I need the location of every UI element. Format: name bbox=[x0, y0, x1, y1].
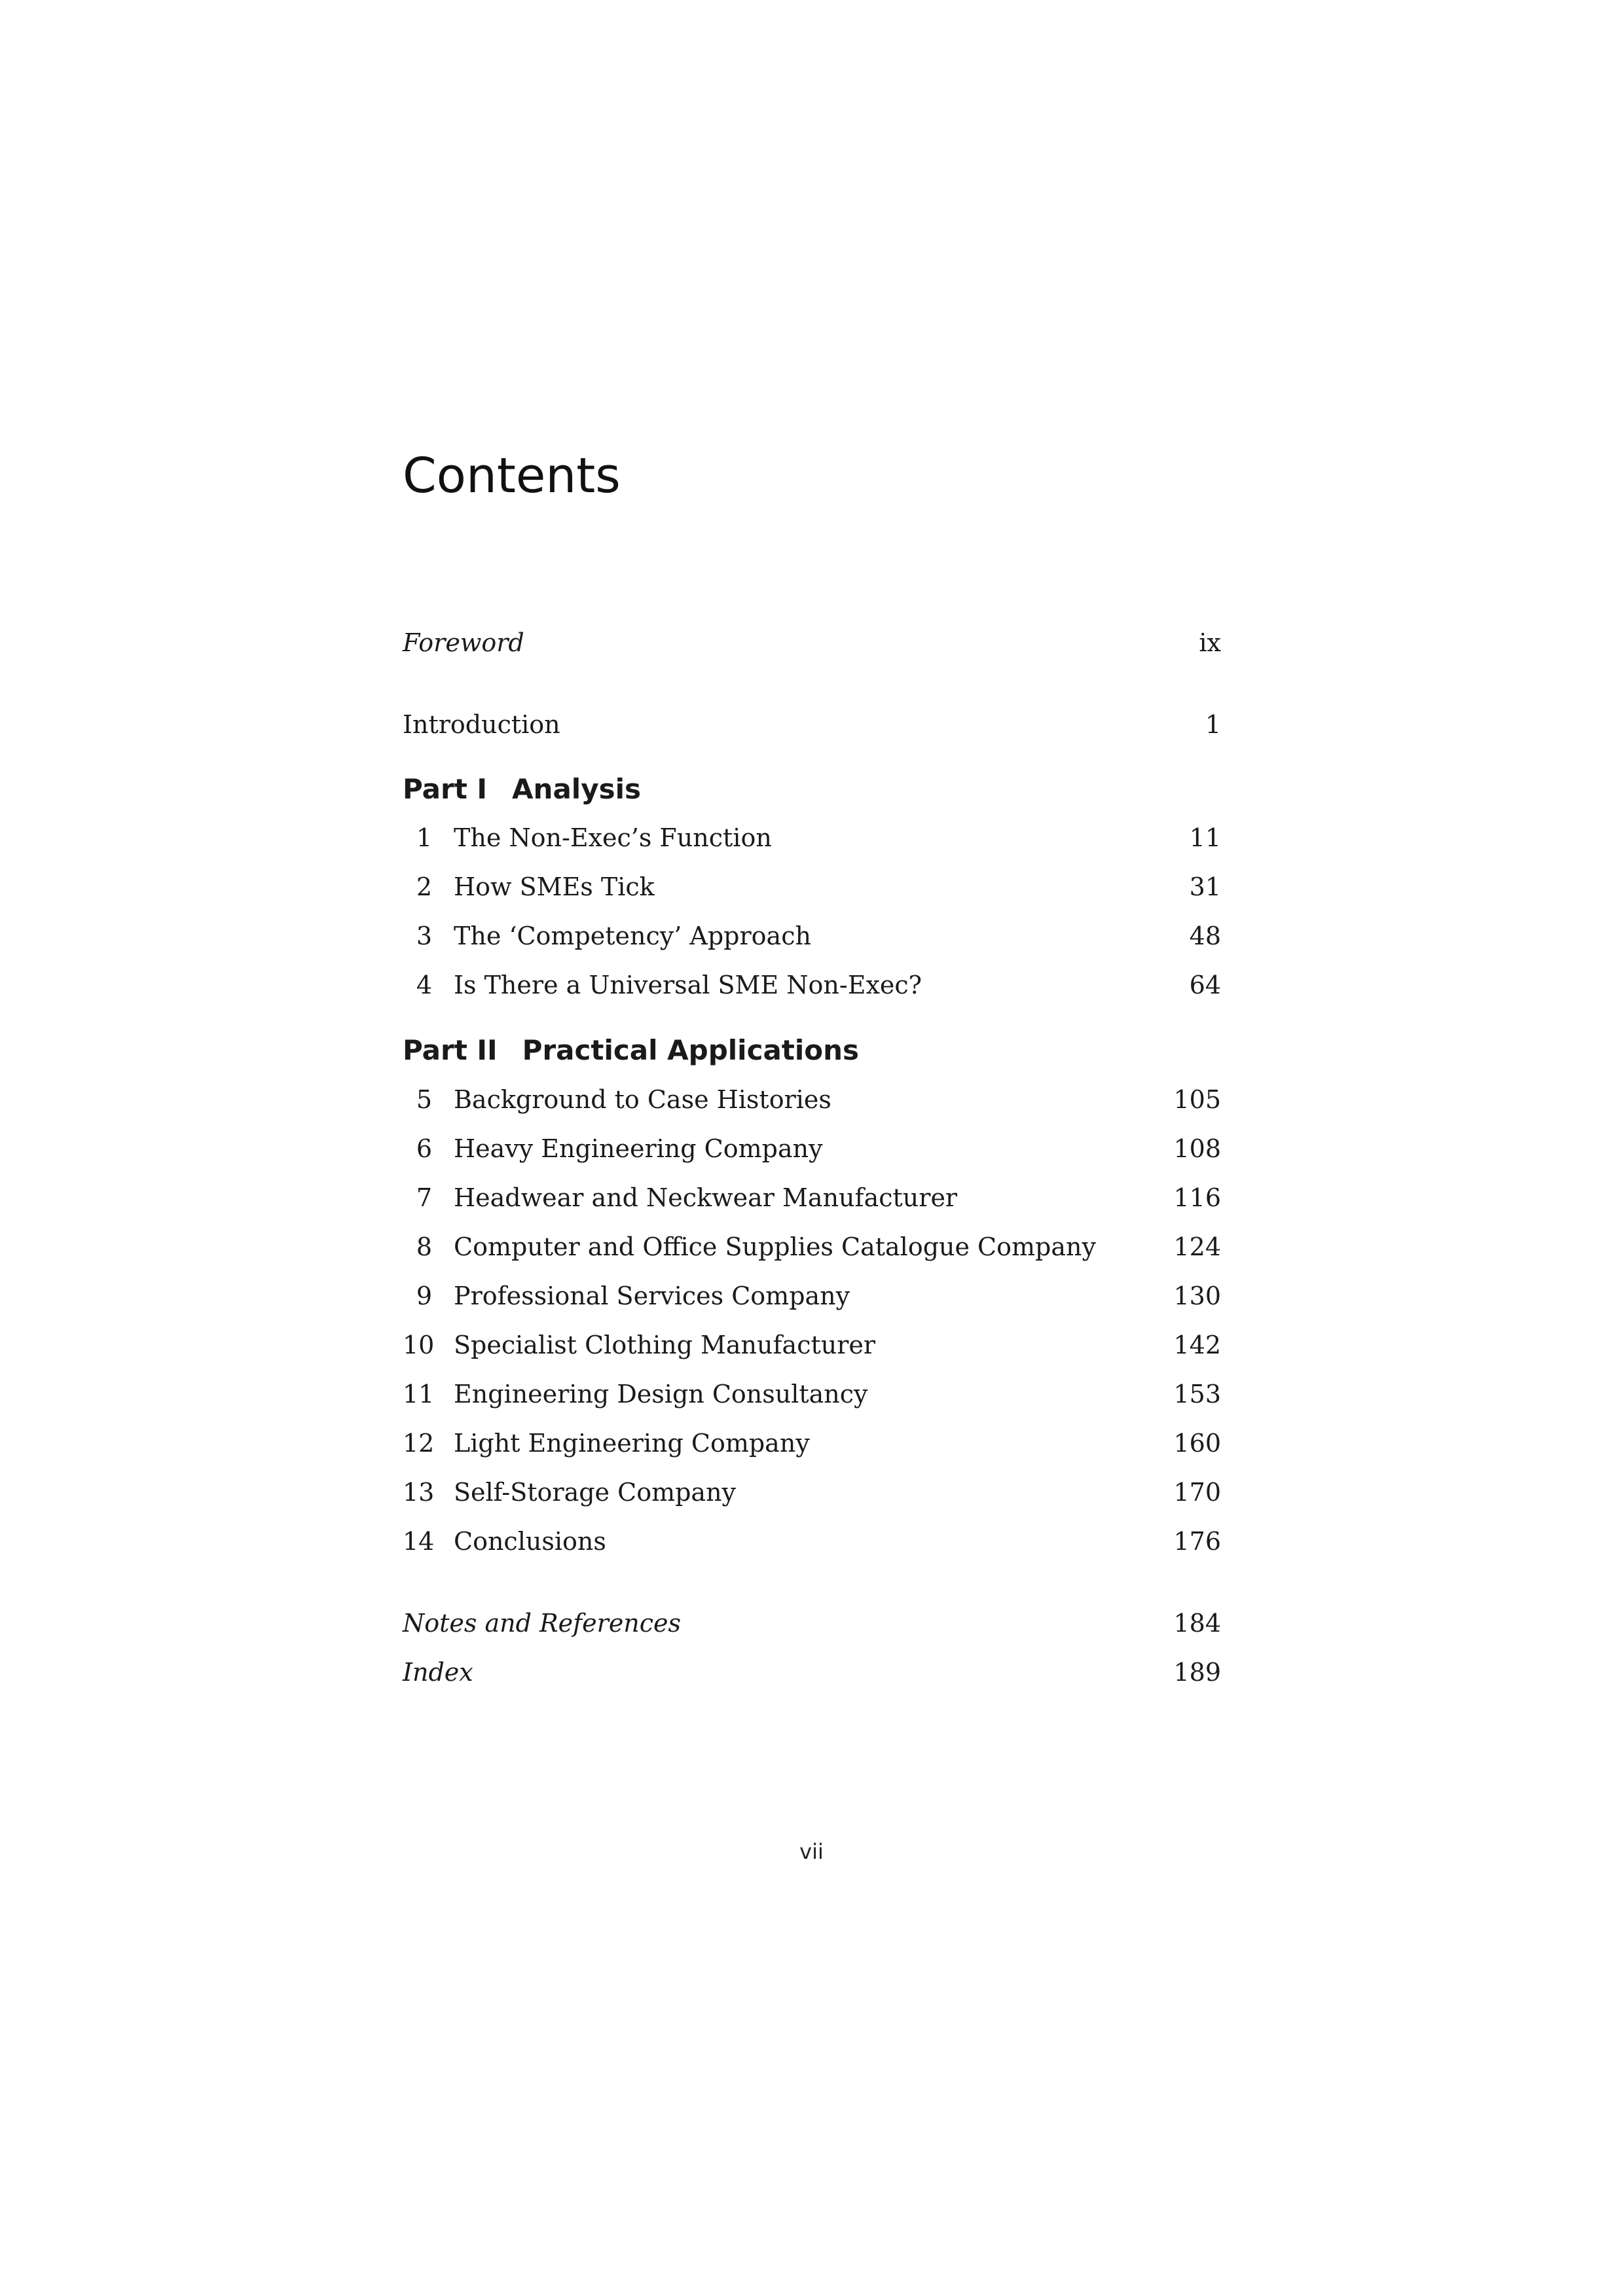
chapter-title: Headwear and Neckwear Manufacturer bbox=[454, 1183, 958, 1212]
chapter-title: Engineering Design Consultancy bbox=[454, 1380, 868, 1408]
toc-entry-introduction[interactable] bbox=[403, 705, 1221, 744]
chapter-title: Background to Case Histories bbox=[454, 1085, 831, 1114]
chapter-page: 170 bbox=[1173, 1478, 1221, 1507]
chapter-number: 9 bbox=[416, 1282, 432, 1310]
toc-entry-label: Foreword bbox=[403, 628, 524, 657]
toc-entry-foreword[interactable] bbox=[403, 623, 1221, 662]
page-title: Contents bbox=[403, 448, 621, 504]
part-title: Practical Applications bbox=[522, 1034, 860, 1066]
chapter-number: 7 bbox=[416, 1183, 432, 1212]
chapter-number: 10 bbox=[403, 1331, 435, 1359]
part-number: Part II bbox=[403, 1034, 498, 1066]
part-heading-2 bbox=[403, 1030, 859, 1071]
chapter-title: The Non-Exec’s Function bbox=[454, 823, 772, 852]
chapter-number: 6 bbox=[416, 1134, 432, 1163]
toc-chapter-entry[interactable] bbox=[403, 1325, 1221, 1365]
toc-chapter-entry[interactable] bbox=[403, 1227, 1221, 1266]
chapter-title: Is There a Universal SME Non-Exec? bbox=[454, 971, 922, 999]
toc-entry-page: 1 bbox=[1205, 710, 1221, 739]
chapter-title: Professional Services Company bbox=[454, 1282, 850, 1310]
toc-entry-label: Index bbox=[403, 1658, 473, 1687]
chapter-title: How SMEs Tick bbox=[454, 872, 655, 901]
chapter-page: 108 bbox=[1173, 1134, 1221, 1163]
chapter-page: 124 bbox=[1173, 1232, 1221, 1261]
chapter-number: 11 bbox=[403, 1380, 435, 1408]
toc-chapter-entry[interactable] bbox=[403, 818, 1221, 857]
chapter-page: 160 bbox=[1173, 1429, 1221, 1458]
toc-chapter-entry[interactable] bbox=[403, 867, 1221, 906]
toc-entry-page: ix bbox=[1199, 628, 1221, 657]
chapter-page: 31 bbox=[1189, 872, 1221, 901]
chapter-page: 142 bbox=[1173, 1331, 1221, 1359]
chapter-number: 14 bbox=[403, 1527, 435, 1556]
chapter-page: 176 bbox=[1173, 1527, 1221, 1556]
toc-entry-label: Notes and References bbox=[403, 1609, 682, 1638]
toc-chapter-entry[interactable] bbox=[403, 1424, 1221, 1463]
chapter-title: Conclusions bbox=[454, 1527, 606, 1556]
toc-chapter-entry[interactable] bbox=[403, 1374, 1221, 1414]
toc-chapter-entry[interactable] bbox=[403, 965, 1221, 1005]
chapter-title: Computer and Office Supplies Catalogue Company bbox=[454, 1232, 1096, 1261]
chapter-page: 48 bbox=[1189, 922, 1221, 950]
chapter-number: 4 bbox=[416, 971, 432, 999]
toc-chapter-entry[interactable] bbox=[403, 1080, 1221, 1119]
chapter-title: Specialist Clothing Manufacturer bbox=[454, 1331, 876, 1359]
chapter-number: 2 bbox=[416, 872, 432, 901]
chapter-number: 13 bbox=[403, 1478, 435, 1507]
toc-chapter-entry[interactable] bbox=[403, 1178, 1221, 1217]
chapter-number: 5 bbox=[416, 1085, 432, 1114]
chapter-number: 8 bbox=[416, 1232, 432, 1261]
chapter-title: Self-Storage Company bbox=[454, 1478, 737, 1507]
chapter-page: 64 bbox=[1189, 971, 1221, 999]
chapter-page: 153 bbox=[1173, 1380, 1221, 1408]
chapter-title: Heavy Engineering Company bbox=[454, 1134, 823, 1163]
toc-chapter-entry[interactable] bbox=[403, 1129, 1221, 1168]
toc-entry-page: 184 bbox=[1173, 1609, 1221, 1638]
part-heading-1 bbox=[403, 768, 641, 810]
chapter-title: Light Engineering Company bbox=[454, 1429, 810, 1458]
page-number: vii bbox=[799, 1839, 824, 1864]
chapter-page: 105 bbox=[1173, 1085, 1221, 1114]
toc-chapter-entry[interactable] bbox=[403, 1522, 1221, 1561]
toc-entry-notes[interactable] bbox=[403, 1604, 1221, 1643]
toc-entry-page: 189 bbox=[1173, 1658, 1221, 1687]
part-number: Part I bbox=[403, 773, 488, 805]
chapter-number: 3 bbox=[416, 922, 432, 950]
chapter-page: 130 bbox=[1173, 1282, 1221, 1310]
toc-entry-index[interactable] bbox=[403, 1653, 1221, 1692]
chapter-page: 11 bbox=[1189, 823, 1221, 852]
chapter-number: 1 bbox=[416, 823, 432, 852]
chapter-title: The ‘Competency’ Approach bbox=[454, 922, 811, 950]
toc-chapter-entry[interactable] bbox=[403, 1276, 1221, 1316]
part-title: Analysis bbox=[512, 773, 641, 805]
toc-entry-label: Introduction bbox=[403, 710, 560, 739]
toc-chapter-entry[interactable] bbox=[403, 1473, 1221, 1512]
chapter-page: 116 bbox=[1173, 1183, 1221, 1212]
chapter-number: 12 bbox=[403, 1429, 435, 1458]
toc-chapter-entry[interactable] bbox=[403, 916, 1221, 956]
